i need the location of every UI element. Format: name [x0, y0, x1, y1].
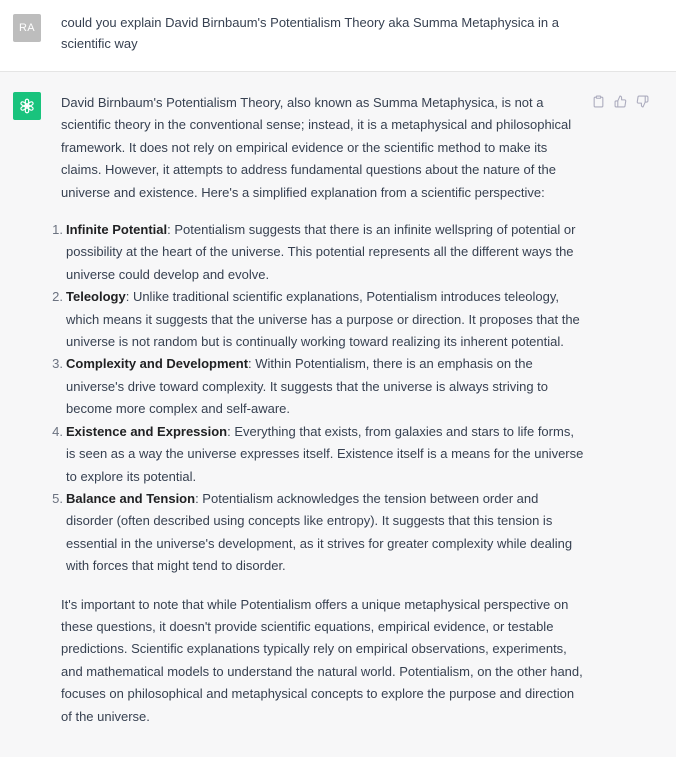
list-item-number: 3.: [52, 356, 63, 372]
thumbs-down-icon: [636, 95, 649, 108]
assistant-message-row: [0, 72, 676, 757]
copy-icon: [592, 95, 605, 108]
list-item-title: Balance and Tension: [66, 490, 196, 506]
list-item-title: Complexity and Development: [66, 356, 249, 372]
assistant-conclusion: It's important to note that while Potentialism offers a unique metaphysical perspective on these questions, it doesn't provide scientific equations, empirical evidence, or testable predictions. Scientific explanations typically rely on empirical observations, experiments, and mathematical models to understand the natural world. Potentialism, on the other hand, focuses on philosophical and metaphysical concepts to explore the purpose and direction of the universe.: [61, 596, 583, 724]
assistant-message-content: [52, 92, 585, 728]
list-item: [52, 219, 585, 286]
list-item-number: 4.: [52, 423, 63, 439]
copy-button[interactable]: [590, 93, 606, 109]
message-actions: [590, 93, 650, 109]
user-avatar: RA: [13, 14, 41, 42]
list-item: [52, 286, 585, 353]
list-item-text: : Everything that exists, from galaxies and stars to life forms, is seen as a way the universe expresses itself. Existence itself is a means for the universe to explore its potential.: [66, 423, 584, 484]
list-item-title: Teleology: [66, 289, 126, 305]
list-item-text: : Potentialism suggests that there is an infinite wellspring of potential or possibility at the heart of the universe. This potential represents all the different ways the universe could develop and evolve.: [66, 222, 576, 282]
list-item: [52, 421, 585, 488]
thumbs-up-button[interactable]: [612, 93, 628, 109]
assistant-avatar: [13, 92, 41, 120]
list-item: [52, 353, 585, 420]
list-item-text: : Unlike traditional scientific explanations, Potentialism introduces teleology, which means it suggests that the universe has a purpose or direction. It proposes that the universe is not random but is continually working toward realizing its inherent potential.: [66, 289, 580, 350]
list-item-title: Infinite Potential: [66, 222, 168, 238]
list-item-number: 5.: [52, 490, 63, 506]
list-item-title: Existence and Expression: [66, 423, 228, 439]
user-message-row: [0, 0, 676, 72]
user-message-text: could you explain David Birnbaum's Potentialism Theory aka Summa Metaphysica in a scientific way: [61, 15, 559, 51]
list-item-text: : Within Potentialism, there is an emphasis on the universe's drive toward complexity. It suggests that the universe is always striving to become more complex and self-aware.: [66, 356, 549, 417]
thumbs-down-button[interactable]: [634, 93, 650, 109]
list-item-text: : Potentialism acknowledges the tension between order and disorder (often described using concepts like entropy). It suggests that this tension is essential in the universe's development, as it strives for greater complexity while dealing with forces that might tend to disorder.: [66, 490, 573, 574]
list-item-number: 2.: [52, 289, 63, 305]
assistant-intro: David Birnbaum's Potentialism Theory, also known as Summa Metaphysica, is not a scientific theory in the conventional sense; instead, it is a metaphysical and philosophical framework. It does not rely on empirical evidence or the scientific method to make its claims. However, it attempts to address fundamental questions about the nature of the universe and existence. Here's a simplified explanation from a scientific perspective:: [61, 95, 572, 200]
points-list: [52, 219, 585, 578]
openai-logo-icon: [18, 97, 36, 115]
list-item-number: 1.: [52, 222, 63, 238]
thumbs-up-icon: [614, 95, 627, 108]
list-item: [52, 488, 585, 578]
